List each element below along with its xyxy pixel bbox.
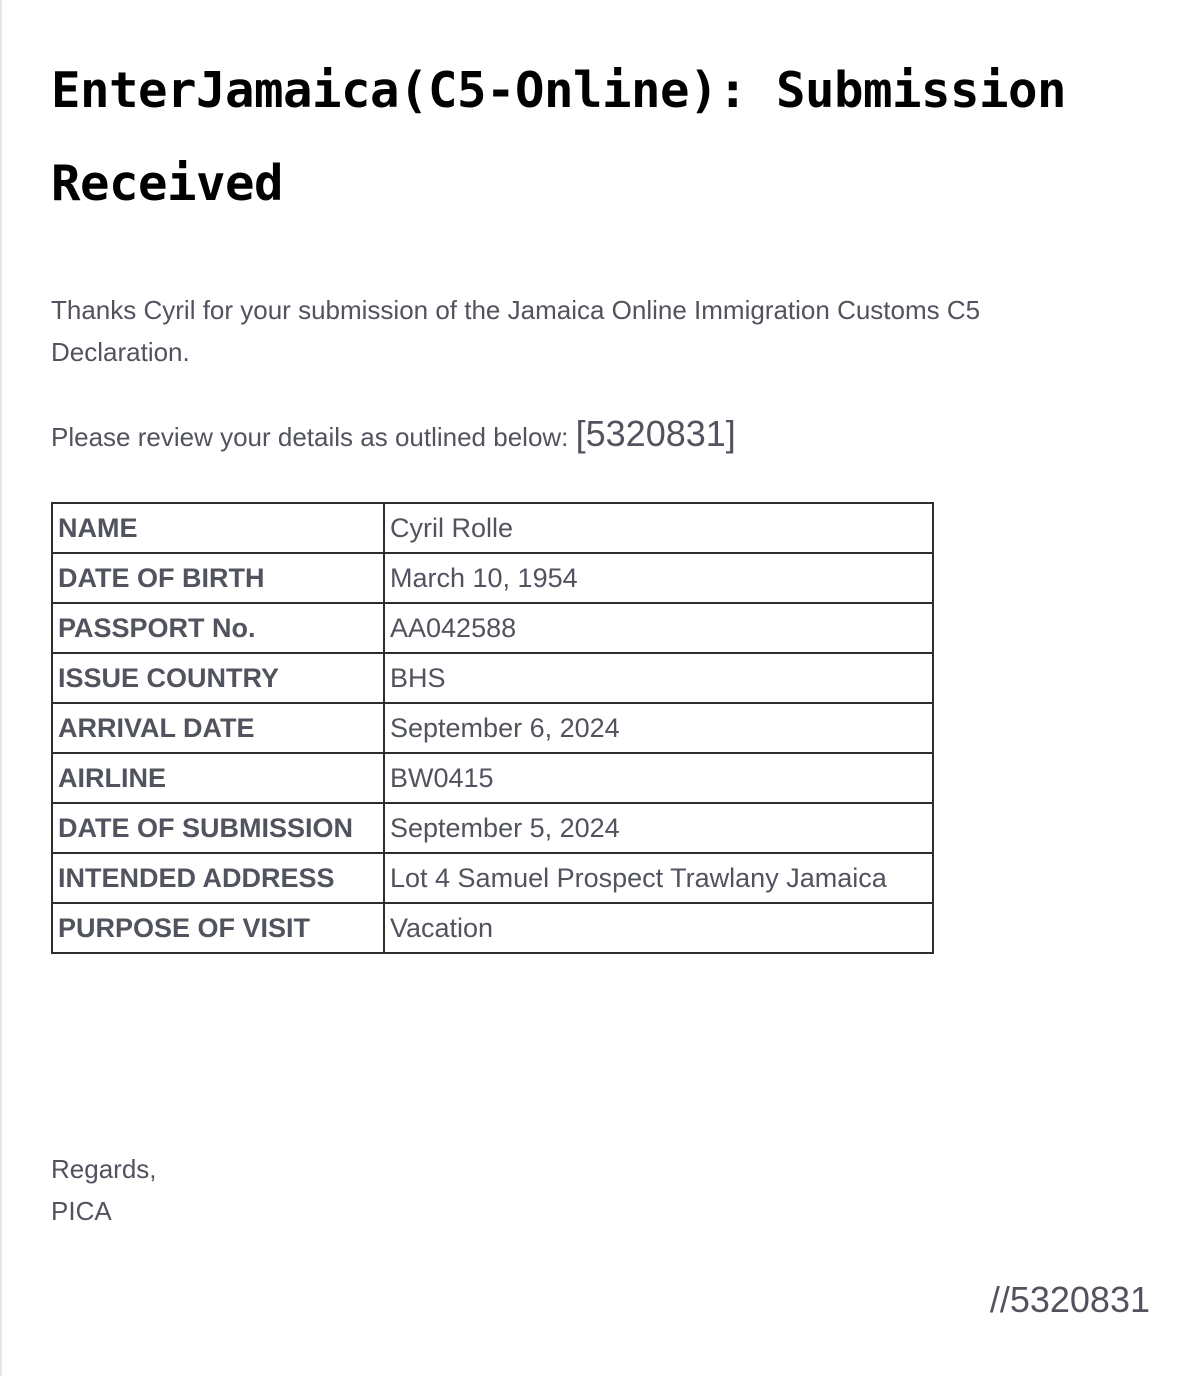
email-title: EnterJamaica(C5-Online): Submission Received bbox=[51, 62, 1067, 212]
left-border-line bbox=[0, 0, 2, 1376]
row-value: Vacation bbox=[384, 903, 933, 953]
table-row-issue-country bbox=[52, 653, 933, 703]
row-label: ISSUE COUNTRY bbox=[52, 653, 384, 703]
table-row-date-of-submission bbox=[52, 803, 933, 853]
footer-reference: //5320831 bbox=[989, 1279, 1150, 1320]
table-row-name bbox=[52, 503, 933, 553]
review-instructions bbox=[51, 405, 1161, 466]
table-row-intended-address bbox=[52, 853, 933, 903]
submission-details-table bbox=[51, 502, 934, 954]
regards-text: Regards, bbox=[51, 1154, 157, 1184]
row-label: DATE OF BIRTH bbox=[52, 553, 384, 603]
table-row-passport bbox=[52, 603, 933, 653]
signature-text: PICA bbox=[51, 1196, 112, 1226]
row-label: DATE OF SUBMISSION bbox=[52, 803, 384, 853]
row-label: PASSPORT No. bbox=[52, 603, 384, 653]
row-label: AIRLINE bbox=[52, 753, 384, 803]
sign-off bbox=[51, 1148, 157, 1232]
row-value: AA042588 bbox=[384, 603, 933, 653]
row-value: BW0415 bbox=[384, 753, 933, 803]
row-label: PURPOSE OF VISIT bbox=[52, 903, 384, 953]
submission-reference: [5320831] bbox=[575, 413, 736, 454]
email-body bbox=[51, 0, 1161, 954]
table-row-arrival-date bbox=[52, 703, 933, 753]
table-row-date-of-birth bbox=[52, 553, 933, 603]
row-value: September 5, 2024 bbox=[384, 803, 933, 853]
row-value: BHS bbox=[384, 653, 933, 703]
review-text: Please review your details as outlined below: bbox=[51, 422, 569, 452]
row-value: Cyril Rolle bbox=[384, 503, 933, 553]
row-value: September 6, 2024 bbox=[384, 703, 933, 753]
row-value: March 10, 1954 bbox=[384, 553, 933, 603]
row-value: Lot 4 Samuel Prospect Trawlany Jamaica bbox=[384, 853, 933, 903]
table-row-airline bbox=[52, 753, 933, 803]
row-label: INTENDED ADDRESS bbox=[52, 853, 384, 903]
row-label: ARRIVAL DATE bbox=[52, 703, 384, 753]
table-row-purpose-of-visit bbox=[52, 903, 933, 953]
thanks-message: Thanks Cyril for your submission of the Jamaica Online Immigration Customs C5 Declaration. bbox=[51, 295, 981, 367]
row-label: NAME bbox=[52, 503, 384, 553]
